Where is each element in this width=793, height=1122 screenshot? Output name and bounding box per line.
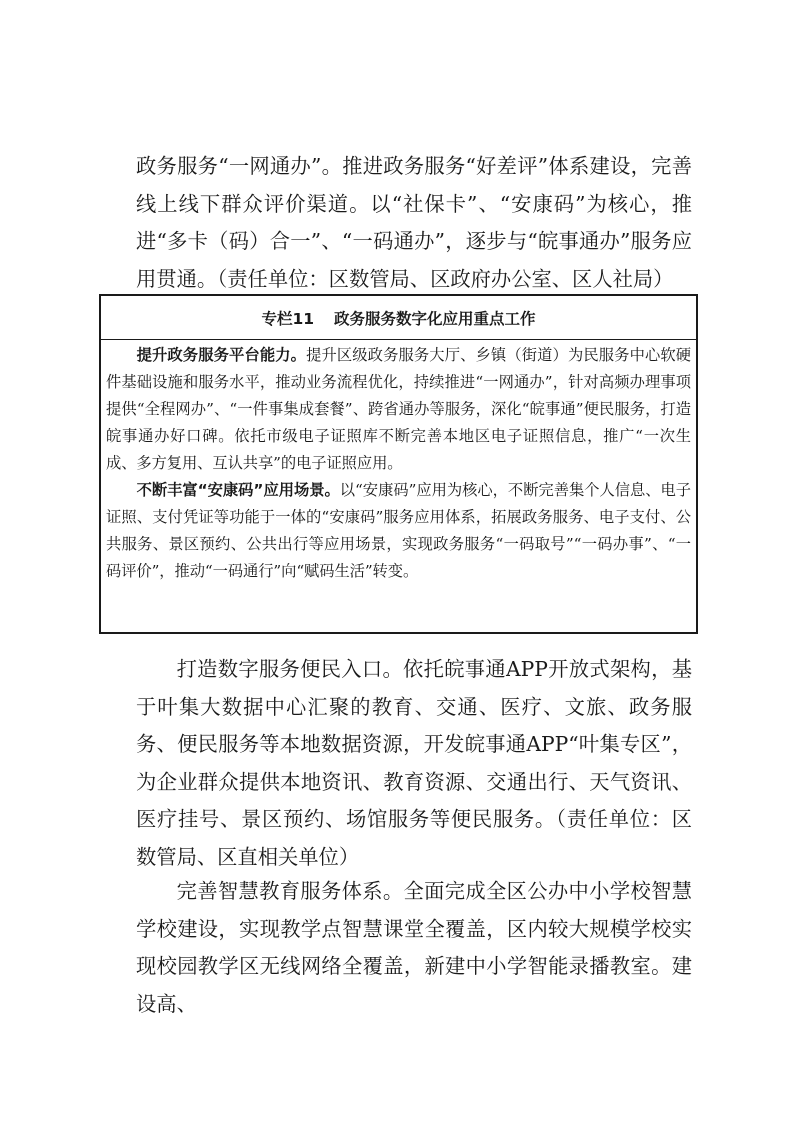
column-label: 专栏11 (261, 309, 315, 328)
body-paragraph: 完善智慧教育服务体系。全面完成全区公办中小学校智慧学校建设，实现教学点智慧课堂全覆盖，区内较大规模学校实现校园教学区无线网络全覆盖，新建中小学智能录播教室。建设高、 (136, 879, 692, 1016)
column-item-lead: 提升政务服务平台能力。 (136, 346, 307, 364)
column-item-text: 以“安康码”应用为核心，不断完善集个人信息、电子证照、支付凭证等功能于一体的“安康码”服务应用体系，拓展政务服务、电子支付、公共服务、景区预约、公共出行等应用场景，实现政务服务“一码取号”“一码办事”、“一码评价”，推动“一码通行”向“赋码生活”转变。 (106, 481, 691, 580)
body-paragraph: 政务服务“一网通办”。推进政务服务“好差评”体系建设，完善线上线下群众评价渠道。以“社保卡”、“安康码”为核心，推进“多卡（码）合一”、“一码通办”，逐步与“皖事通办”服务应用贯通。（责任单位：区数管局、区政府办公室、区人社局） (136, 154, 692, 291)
body-paragraph: 打造数字服务便民入口。依托皖事通APP开放式架构，基于叶集大数据中心汇聚的教育、交通、医疗、文旅、政务服务、便民服务等本地数据资源，开发皖事通APP“叶集专区”，为企业群众提供本地资讯、教育资源、交通出行、天气资讯、医疗挂号、景区预约、场馆服务等便民服务。（责任单位：区数管局、区直相关单位） (136, 657, 692, 869)
column-box (99, 294, 698, 634)
column-title: 政务服务数字化应用重点工作 (334, 309, 536, 328)
column-item-lead: 不断丰富“安康码”应用场景。 (136, 481, 340, 499)
column-box-title (101, 296, 696, 340)
column-item (106, 477, 691, 585)
column-item (106, 342, 691, 477)
column-item-text: 提升区级政务服务大厅、乡镇（街道）为民服务中心软硬件基础设施和服务水平，推动业务流程优化，持续推进“一网通办”，针对高频办理事项提供“全程网办”、“一件事集成套餐”、跨省通办等服务，深化“皖事通”便民服务，打造皖事通办好口碑。依托市级电子证照库不断完善本地区电子证照信息，推广“一次生成、多方复用、互认共享”的电子证照应用。 (106, 346, 691, 472)
column-box-body (101, 342, 696, 585)
